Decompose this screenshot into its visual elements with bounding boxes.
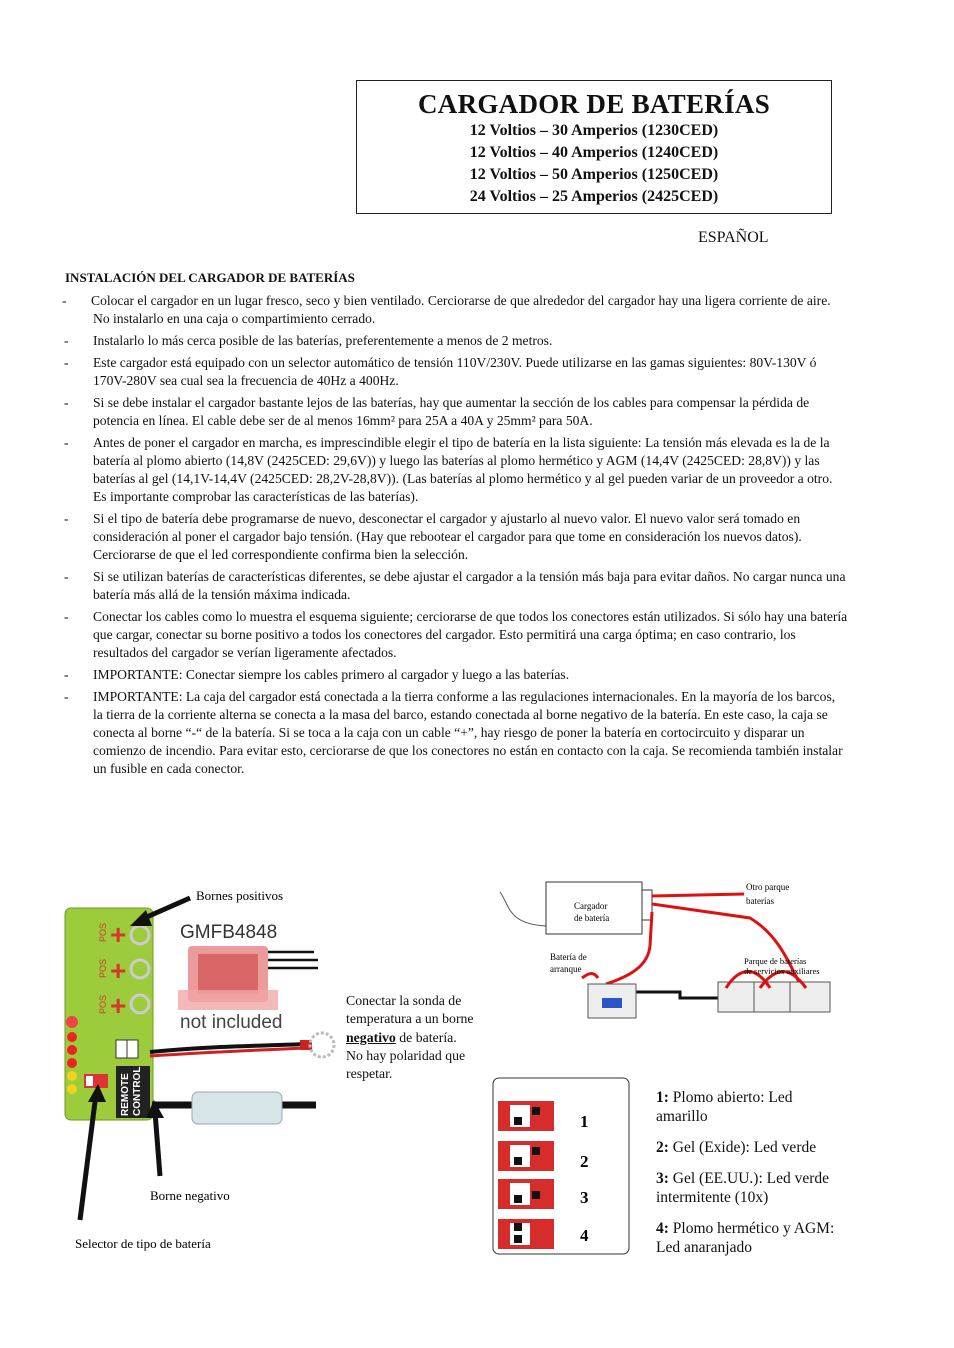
svg-text:POS: POS bbox=[98, 958, 108, 978]
other-bank-label-1: Otro parque bbox=[746, 882, 790, 892]
language-label: ESPAÑOL bbox=[698, 229, 769, 246]
instruction-list bbox=[62, 292, 848, 782]
positive-terminals-label: Bornes positivos bbox=[196, 888, 284, 903]
list-item: - Si se debe instalar el cargador bastante lejos de las baterías, hay que aumentar la sección de los cables para compensar la pérdida de potencia en línea. El cable debe ser de al menos 16mm² para 25A a 40A y 25mm² para 50A. bbox=[62, 394, 848, 430]
fuse-block bbox=[178, 946, 278, 1010]
charger-label-1: Cargador bbox=[574, 901, 608, 911]
document-title: CARGADOR DE BATERÍAS bbox=[417, 89, 771, 119]
start-battery-label-1: Batería de bbox=[550, 952, 587, 962]
legend-item: 1: Plomo abierto: Led amarillo bbox=[656, 1089, 793, 1125]
setting-number: 2 bbox=[580, 1152, 589, 1171]
model-line: 12 Voltios – 30 Amperios (1230CED) bbox=[469, 122, 719, 139]
probe-note-before: Conectar la sonda de temperatura a un borne bbox=[346, 993, 474, 1027]
wiring-diagram bbox=[490, 876, 860, 1036]
model-line: 24 Voltios – 25 Amperios (2425CED) bbox=[469, 188, 719, 205]
svg-text:+: + bbox=[110, 919, 127, 950]
led-multi bbox=[66, 1016, 78, 1028]
other-bank-label-2: baterías bbox=[746, 896, 774, 906]
charger-label-2: de batería bbox=[574, 913, 610, 923]
legend-item: 3: Gel (EE.UU.): Led verde intermitente (10x) bbox=[656, 1170, 830, 1206]
probe-note-emphasis: negativo bbox=[346, 1029, 396, 1045]
led-yellow bbox=[67, 1071, 77, 1081]
svg-text:+: + bbox=[110, 990, 127, 1021]
svg-text:+: + bbox=[110, 955, 127, 986]
remote-label: REMOTE bbox=[120, 1073, 131, 1116]
svg-text:POS: POS bbox=[98, 994, 108, 1014]
control-label: CONTROL bbox=[132, 1066, 143, 1116]
probe-note bbox=[346, 992, 476, 1083]
svg-text:POS: POS bbox=[98, 922, 108, 942]
list-item: - IMPORTANTE: Conectar siempre los cables primero al cargador y luego a las baterías. bbox=[62, 666, 848, 684]
section-heading: INSTALACIÓN DEL CARGADOR DE BATERÍAS bbox=[65, 270, 355, 285]
list-item: - IMPORTANTE: La caja del cargador está conectada a la tierra conforme a las regulaciones internacionales. En la mayoría de los barcos, la tierra de la corriente alterna se conecta a la masa del barco, estando conectada al borne negativo de la batería. En este caso, la caja se conecta al borne “-“ de la batería. Si se toca a la caja con un cable “+”, hay riesgo de poner la batería en cortocircuito y disparar un comienzo de incendio. Para evitar esto, cerciorarse de que los conectores no están en contacto con la caja. Se recomienda también instalar un fusible en cada conector. bbox=[62, 688, 848, 778]
battery-type-legend bbox=[656, 1088, 846, 1269]
service-battery-bank bbox=[718, 972, 830, 1013]
title-box bbox=[356, 80, 832, 214]
model-line: 12 Voltios – 40 Amperios (1240CED) bbox=[469, 144, 719, 161]
service-bank-label-1: Parque de baterías bbox=[744, 956, 807, 966]
fuse-model: GMFB4848 bbox=[180, 922, 278, 943]
led-red bbox=[67, 1058, 77, 1068]
list-item: - Si el tipo de batería debe programarse de nuevo, desconectar el cargador y ajustarlo al nuevo valor. El nuevo valor será tomado en consideración al poner el cargador bajo tensión. (Hay que rebootear el cargador para que tome en consideración los nuevos datos). Cerciorarse de que el led correspondiente confirma bien la selección. bbox=[62, 510, 848, 564]
list-item: - Si se utilizan baterías de características diferentes, se debe ajustar el cargador a la tensión más baja para evitar daños. No cargar nunca una batería más allá de la tensión máxima indicada. bbox=[62, 568, 848, 604]
led-yellow bbox=[67, 1084, 77, 1094]
led-red bbox=[67, 1032, 77, 1042]
battery-selector-box bbox=[492, 1077, 632, 1257]
setting-number: 1 bbox=[580, 1112, 589, 1131]
fuse-note: not included bbox=[180, 1012, 283, 1033]
start-battery bbox=[588, 984, 636, 1018]
negative-terminal-label: Borne negativo bbox=[150, 1188, 230, 1203]
probe-note-after: de batería. No hay polaridad que respetar. bbox=[346, 1029, 466, 1082]
list-item: - Instalarlo lo más cerca posible de las baterías, preferentemente a menos de 2 metros. bbox=[62, 332, 848, 350]
led-red bbox=[67, 1045, 77, 1055]
model-line: 12 Voltios – 50 Amperios (1250CED) bbox=[469, 166, 719, 183]
temperature-probe bbox=[310, 1033, 334, 1057]
list-item: - Este cargador está equipado con un selector automático de tensión 110V/230V. Puede utilizarse en las gamas siguientes: 80V-130V ó 170V-280V sea cual sea la frecuencia de 40Hz a 400Hz. bbox=[62, 354, 848, 390]
selector-label: Selector de tipo de batería bbox=[75, 1236, 211, 1251]
inline-fuse bbox=[192, 1092, 282, 1124]
start-battery-label-2: arranque bbox=[550, 964, 582, 974]
list-item: - Antes de poner el cargador en marcha, es imprescindible elegir el tipo de batería en la lista siguiente: La tensión más elevada es la de la batería al plomo abierto (14,8V (2425CED: 29,6V)) y luego las baterías al plomo hermético y AGM (14,4V (2425CED: 28,8V)) y las baterías al gel (14,1V-14,4V (2425CED: 28,2V-28,8V)). (Las baterías al plomo hermético y al gel pueden variar de un proveedor a otro. Es importante comprobar las características de las baterías). bbox=[62, 434, 848, 506]
legend-item: 4: Plomo hermético y AGM: Led anaranjado bbox=[656, 1220, 835, 1256]
list-item: - Colocar el cargador en un lugar fresco, seco y bien ventilado. Cerciorarse de que alrededor del cargador hay una ligera corriente de aire. No instalarlo en una caja o compartimiento cerrado. bbox=[62, 292, 848, 328]
setting-number: 4 bbox=[580, 1226, 589, 1245]
setting-number: 3 bbox=[580, 1188, 589, 1207]
service-bank-label-2: de servicios auxiliares bbox=[744, 966, 820, 976]
legend-item: 2: Gel (Exide): Led verde bbox=[656, 1139, 817, 1156]
list-item: - Conectar los cables como lo muestra el esquema siguiente; cerciorarse de que todos los conectores están utilizados. Si sólo hay una batería que cargar, conectar su borne positivo a todos los conectores del cargador. Esto permitirá una carga óptima; en caso contrario, los resultados del cargador se verían ligeramente afectados. bbox=[62, 608, 848, 662]
